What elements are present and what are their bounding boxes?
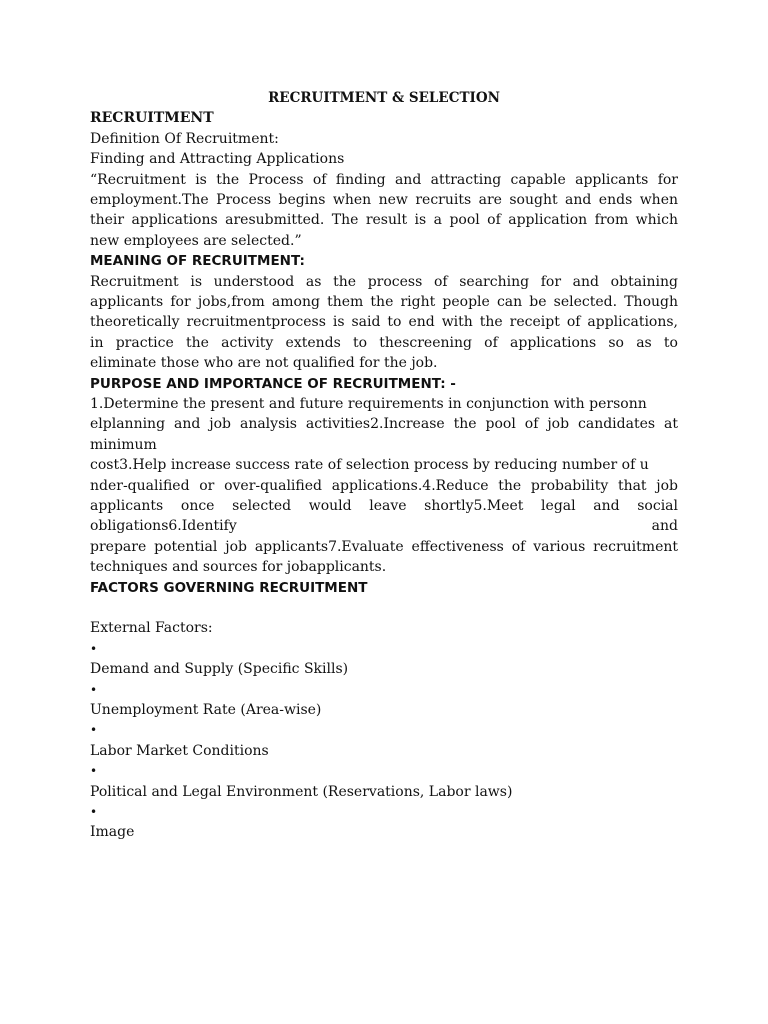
paragraph-line: obligations6.Identify and: [90, 518, 678, 535]
list-item: Image: [90, 824, 135, 841]
paragraph-line: minimum: [90, 436, 157, 453]
bullet-icon: •: [90, 641, 98, 656]
section-heading-purpose: PURPOSE AND IMPORTANCE OF RECRUITMENT: -: [90, 375, 456, 392]
document-page: [90, 88, 678, 843]
paragraph-line: eliminate those who are not qualified for the job.: [90, 355, 438, 372]
paragraph-line: employment.The Process begins when new recruits are sought and ends when: [90, 192, 678, 209]
paragraph-line: nder-qualified or over-qualified applications.4.Reduce the probability that job: [90, 477, 678, 494]
list-item: Political and Legal Environment (Reservations, Labor laws): [90, 783, 513, 800]
document-title: RECRUITMENT & SELECTION: [268, 90, 500, 106]
bullet-icon: •: [90, 804, 98, 819]
bullet-icon: •: [90, 723, 98, 738]
bullet-icon: •: [90, 764, 98, 779]
paragraph-line: their applications aresubmitted. The result is a pool of application from which: [90, 212, 678, 229]
external-factors-label: External Factors:: [90, 620, 213, 637]
list-item: Unemployment Rate (Area-wise): [90, 701, 322, 718]
section-heading-factors: FACTORS GOVERNING RECRUITMENT: [90, 579, 368, 596]
section-heading-meaning: MEANING OF RECRUITMENT:: [90, 253, 305, 270]
paragraph-line: cost3.Help increase success rate of selection process by reducing number of u: [90, 457, 649, 474]
definition-subtitle: Finding and Attracting Applications: [90, 151, 345, 168]
bullet-icon: •: [90, 682, 98, 697]
paragraph-line: Recruitment is understood as the process of searching for and obtaining: [90, 273, 678, 290]
section-heading-recruitment: RECRUITMENT: [90, 110, 214, 127]
paragraph-line: “Recruitment is the Process of finding and attracting capable applicants for: [90, 171, 678, 188]
paragraph-line: techniques and sources for jobapplicants.: [90, 559, 387, 576]
paragraph-line: applicants for jobs,from among them the right people can be selected. Though: [90, 294, 678, 310]
list-item: Demand and Supply (Specific Skills): [90, 661, 349, 678]
paragraph-line: applicants once selected would leave shortly5.Meet legal and social: [90, 497, 678, 514]
paragraph-line: in practice the activity extends to thescreening of applications so as to: [90, 334, 678, 351]
paragraph-line: 1.Determine the present and future requirements in conjunction with personn: [90, 395, 647, 412]
paragraph-line: new employees are selected.”: [90, 232, 302, 249]
paragraph-line: theoretically recruitmentprocess is said to end with the receipt of applications,: [90, 314, 678, 331]
spacer: [90, 598, 678, 618]
paragraph-line: elplanning and job analysis activities2.Increase the pool of job candidates at: [90, 416, 678, 433]
list-item: Labor Market Conditions: [90, 742, 269, 759]
definition-label: Definition Of Recruitment:: [90, 130, 279, 147]
paragraph-line: prepare potential job applicants7.Evaluate effectiveness of various recruitment: [90, 538, 678, 555]
